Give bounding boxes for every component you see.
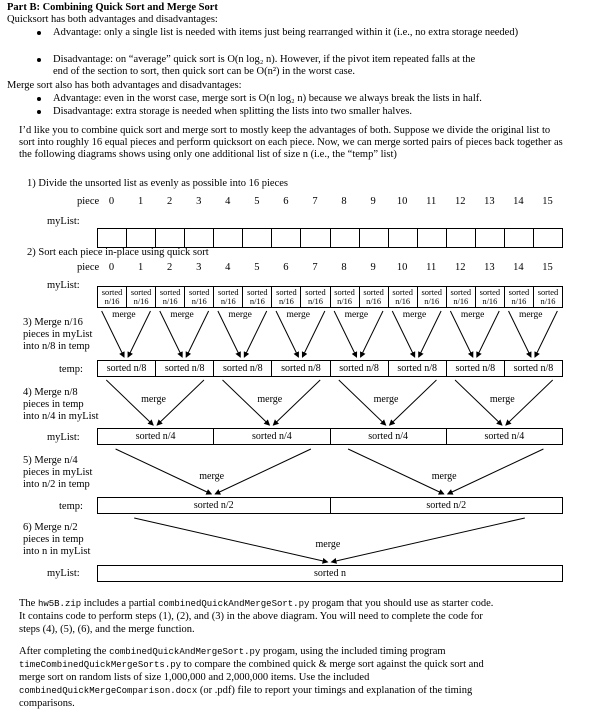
- step5-line2: pieces in myList: [23, 467, 93, 478]
- quicksort-disadvantage-line1: Disadvantage: on “average” quick sort is O(n log₂ n). However, if the pivot item repeated falls at the: [53, 54, 476, 65]
- piece-number: 15: [542, 196, 553, 207]
- merge-label: merge: [344, 310, 369, 320]
- cell-sorted-text: sorted: [450, 288, 472, 297]
- cell-sorted-text: sorted: [334, 288, 355, 297]
- temp-label: temp:: [59, 364, 83, 375]
- piece-number: 4: [225, 196, 231, 207]
- cell-n16-text: n/16: [424, 297, 440, 306]
- cell-n16-text: n/16: [191, 297, 207, 306]
- mergesort-advantage: Advantage: even in the worst case, merge sort is O(n log₂ n) because we always break the lists in half.: [53, 93, 482, 104]
- piece-number: 5: [254, 262, 260, 273]
- cell-sorted-text: sorted: [101, 288, 123, 297]
- merge-arrow: [134, 518, 327, 562]
- merge-label: merge: [373, 394, 399, 405]
- part-title: Part B: Combining Quick Sort and Merge Sort: [7, 2, 218, 13]
- quicksort-advantage: Advantage: only a single list is needed with items just being rearranged within it (i.e., no extra storage needed): [53, 27, 519, 38]
- merge-label: merge: [228, 310, 252, 320]
- piece-label: piece: [77, 262, 100, 273]
- starter-code-line1: The hw5B.zip includes a partial combinedQuickAndMergeSort.py progam that you should use as starter code.: [19, 598, 494, 609]
- timing-line2: timeCombinedQuickMergeSorts.py to compare the combined quick & merge sort against the quick sort and: [19, 659, 484, 670]
- merge-arrow: [448, 449, 544, 494]
- piece-number: 0: [108, 262, 115, 273]
- timing-line5: comparisons.: [19, 698, 75, 709]
- merge-label: merge: [460, 310, 485, 320]
- timing-line4: combinedQuickMergeComparison.docx (or .pdf) file to report your timings and explanation of the timing: [19, 685, 473, 696]
- cell-n16-text: n/16: [453, 297, 469, 306]
- cell-sorted-text: sorted: [508, 288, 530, 297]
- merge-label: merge: [141, 394, 166, 405]
- step6-line2: pieces in temp: [23, 534, 84, 545]
- piece-number: 2: [167, 262, 173, 273]
- piece-number: 1: [137, 262, 144, 273]
- cell-n16-text: n/16: [366, 297, 382, 306]
- piece-number: 12: [455, 196, 466, 207]
- piece-label: piece: [77, 196, 100, 207]
- merge-label: merge: [199, 471, 225, 482]
- cell-sorted-text: sorted: [363, 288, 384, 297]
- cell-n16-text: n/16: [337, 297, 352, 306]
- piece-number: 14: [513, 196, 524, 207]
- step4-line3: into n/4 in myList: [23, 411, 99, 422]
- mylist-label: myList:: [47, 568, 80, 579]
- step5-line3: into n/2 in temp: [23, 479, 90, 490]
- merge-label: merge: [518, 310, 543, 320]
- cell-sorted-text: sorted: [392, 288, 413, 297]
- cell-n16-text: n/16: [511, 297, 527, 306]
- piece-number: 11: [426, 262, 437, 273]
- piece-number: 3: [196, 262, 202, 273]
- piece-number: 5: [254, 196, 260, 207]
- cell-n16-text: n/16: [104, 297, 120, 306]
- piece-number: 2: [167, 196, 173, 207]
- piece-number: 1: [137, 196, 144, 207]
- piece-number: 10: [396, 196, 408, 207]
- cell-sorted-text: sorted: [247, 288, 268, 297]
- merge-label: merge: [286, 310, 311, 320]
- piece-number: 12: [455, 262, 466, 273]
- step5-line1: 5) Merge n/4: [23, 455, 78, 466]
- temp-label: temp:: [59, 501, 83, 512]
- starter-code-line2: It contains code to perform steps (1), (2), and (3) in the above diagram. You will need to complete the code for: [19, 611, 483, 622]
- cell-n16-text: n/16: [308, 297, 323, 306]
- sorted-n8-box-label: sorted n/8: [222, 363, 263, 374]
- intro-paragraph: I’d like you to combine quick sort and merge sort to mostly keep the advantages of both. Suppose we divide the original list to sort into roughly 16 equal pieces and perform quicksort on each piece. Now, we can merge sorted pairs of pieces back together as the following diagrams shows using only one additional list of size n (i.e., the “temp” list): [19, 125, 563, 161]
- mylist-label: myList:: [47, 280, 80, 291]
- mergesort-intro: Merge sort also has both advantages and disadvantages:: [7, 80, 242, 91]
- step1-text: 1) Divide the unsorted list as evenly as possible into 16 pieces: [27, 178, 288, 189]
- merge-label: merge: [170, 310, 194, 320]
- cell-sorted-text: sorted: [421, 288, 442, 297]
- merge-label: merge: [431, 471, 457, 482]
- piece-number: 6: [283, 262, 289, 273]
- step6-line1: 6) Merge n/2: [23, 522, 78, 533]
- step3-line3: into n/8 in temp: [23, 341, 90, 352]
- sorted-n4-box-label: sorted n/4: [135, 431, 176, 442]
- merge-arrow: [348, 449, 444, 494]
- sorted-n8-box-label: sorted n/8: [397, 363, 438, 374]
- timing-line3: merge sort on random lists of size 1,000,000 and 2,000,000 items. Use the included: [19, 672, 370, 683]
- sorted-n2-box-label: sorted n/2: [193, 500, 234, 511]
- merge-label: merge: [402, 310, 427, 320]
- mylist-label: myList:: [47, 216, 80, 227]
- piece-number: 13: [484, 262, 495, 273]
- merge-label: merge: [112, 310, 136, 320]
- piece-number: 13: [484, 196, 495, 207]
- piece-number: 14: [513, 262, 524, 273]
- quicksort-intro: Quicksort has both advantages and disadvantages:: [7, 14, 218, 25]
- merge-label: merge: [315, 539, 341, 550]
- sorted-n8-box-label: sorted n/8: [281, 363, 321, 374]
- step3-line2: pieces in myList: [23, 329, 93, 340]
- piece-number: 9: [370, 262, 376, 273]
- step4-line2: pieces in temp: [23, 399, 84, 410]
- piece-number: 8: [341, 196, 347, 207]
- merge-label: merge: [489, 394, 515, 405]
- mylist-label: myList:: [47, 432, 80, 443]
- sorted-n4-box-label: sorted n/4: [368, 431, 408, 442]
- cell-n16-text: n/16: [133, 297, 149, 306]
- cell-n16-text: n/16: [395, 297, 411, 306]
- sorted-n4-box-label: sorted n/4: [484, 431, 525, 442]
- piece-number: 9: [370, 196, 376, 207]
- piece-number: 3: [196, 196, 202, 207]
- cell-sorted-text: sorted: [276, 288, 297, 297]
- cell-n16-text: n/16: [220, 297, 236, 306]
- sorted-n4-box-label: sorted n/4: [252, 431, 292, 442]
- piece-number: 15: [542, 262, 553, 273]
- step6-line3: into n in myList: [23, 546, 91, 557]
- merge-arrow: [116, 449, 212, 494]
- sorted-n-box-label: sorted n: [314, 568, 346, 579]
- cell-sorted-text: sorted: [305, 288, 326, 297]
- mergesort-disadvantage: Disadvantage: extra storage is needed when splitting the lists into two smaller halves.: [53, 106, 412, 117]
- cell-n16-text: n/16: [162, 297, 178, 306]
- sorted-n8-box-label: sorted n/8: [339, 363, 379, 374]
- sorted-n8-box-label: sorted n/8: [455, 363, 496, 374]
- step3-line1: 3) Merge n/16: [23, 317, 83, 328]
- cell-sorted-text: sorted: [479, 288, 501, 297]
- step4-line1: 4) Merge n/8: [23, 387, 78, 398]
- cell-n16-text: n/16: [249, 297, 265, 306]
- cell-n16-text: n/16: [540, 297, 556, 306]
- timing-line1: After completing the combinedQuickAndMergeSort.py progam, using the included timing program: [19, 646, 446, 657]
- cell-sorted-text: sorted: [537, 288, 559, 297]
- piece-number: 7: [312, 196, 318, 207]
- cell-sorted-text: sorted: [159, 288, 181, 297]
- piece-number: 7: [312, 262, 318, 273]
- merge-arrow: [332, 518, 525, 562]
- cell-n16-text: n/16: [482, 297, 498, 306]
- cell-sorted-text: sorted: [188, 288, 210, 297]
- piece-number: 8: [341, 262, 347, 273]
- piece-number: 6: [283, 196, 289, 207]
- starter-code-line3: steps (4), (5), (6), and the merge function.: [19, 624, 195, 635]
- piece-number: 4: [225, 262, 231, 273]
- sorted-n8-box-label: sorted n/8: [164, 363, 205, 374]
- piece-number: 10: [396, 262, 408, 273]
- cell-sorted-text: sorted: [218, 288, 239, 297]
- piece-number: 11: [426, 196, 437, 207]
- sorted-n2-box-label: sorted n/2: [426, 500, 467, 511]
- merge-arrow: [215, 449, 311, 494]
- piece-number: 0: [108, 196, 115, 207]
- quicksort-disadvantage-line2: end of the section to sort, then quick sort can be O(n²) in the worst case.: [53, 66, 356, 77]
- merge-label: merge: [257, 394, 283, 405]
- step2-text: 2) Sort each piece in-place using quick sort: [27, 247, 209, 258]
- sorted-n8-box-label: sorted n/8: [106, 363, 147, 374]
- cell-n16-text: n/16: [278, 297, 294, 306]
- sorted-n8-box-label: sorted n/8: [513, 363, 554, 374]
- cell-sorted-text: sorted: [130, 288, 152, 297]
